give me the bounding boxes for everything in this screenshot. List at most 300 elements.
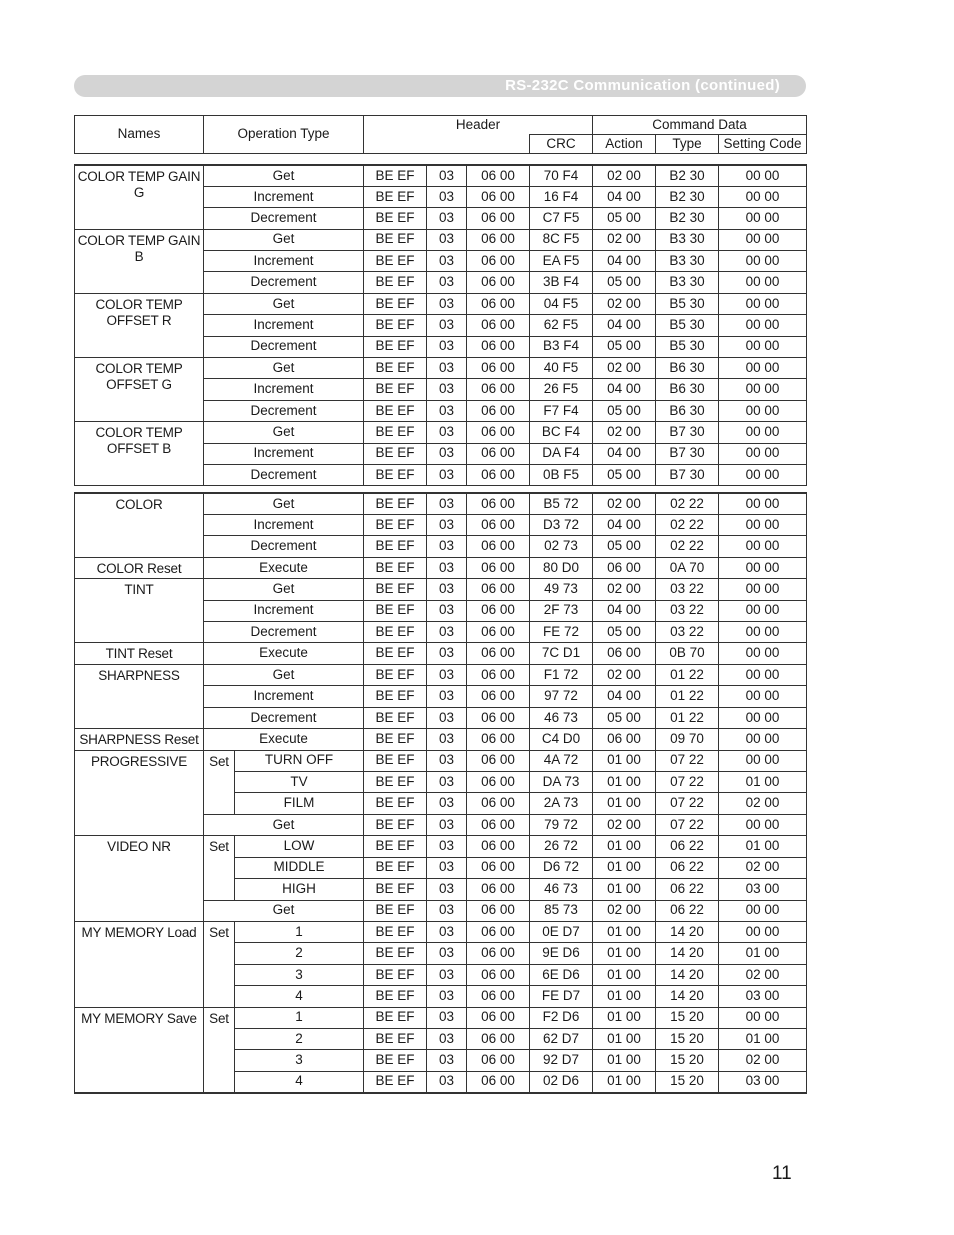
header-id-cell: 03 [427, 272, 467, 293]
table-row [75, 493, 807, 514]
header-id-cell: 03 [427, 293, 467, 314]
row-name-cell: COLOR TEMP OFFSET B [75, 422, 204, 486]
table-row [75, 422, 807, 443]
header-byte-cell: BE EF [364, 622, 427, 643]
type-cell: 03 22 [656, 622, 719, 643]
row-name-cell: SHARPNESS [75, 664, 204, 728]
setting-code-cell: 03 00 [719, 1071, 807, 1092]
action-cell: 01 00 [593, 793, 656, 814]
crc-cell: 7C D1 [530, 643, 593, 664]
header-id-cell: 03 [427, 879, 467, 900]
header-id-cell: 03 [427, 750, 467, 771]
header-size-cell: 06 00 [467, 165, 530, 186]
header-byte-cell: BE EF [364, 186, 427, 207]
type-cell: B7 30 [656, 464, 719, 485]
type-cell: 09 70 [656, 729, 719, 750]
header-size-cell: 06 00 [467, 186, 530, 207]
header-size-cell: 06 00 [467, 964, 530, 985]
crc-cell: 6E D6 [530, 964, 593, 985]
header-id-cell: 03 [427, 336, 467, 357]
type-cell: 07 22 [656, 793, 719, 814]
header-id-cell: 03 [427, 251, 467, 272]
header-byte-cell: BE EF [364, 686, 427, 707]
type-cell: 14 20 [656, 943, 719, 964]
header-id-cell: 03 [427, 707, 467, 728]
action-cell: 04 00 [593, 186, 656, 207]
type-cell: 01 22 [656, 664, 719, 685]
type-cell: 07 22 [656, 771, 719, 792]
operation-cell: TV [235, 771, 364, 792]
header-id-cell: 03 [427, 600, 467, 621]
table-row [75, 729, 807, 750]
type-cell: 06 22 [656, 857, 719, 878]
action-cell: 01 00 [593, 836, 656, 857]
header-id-cell: 03 [427, 557, 467, 578]
operation-cell: Get [204, 900, 364, 921]
operation-cell: 1 [235, 1007, 364, 1028]
type-cell: 06 22 [656, 879, 719, 900]
header-size-cell: 06 00 [467, 707, 530, 728]
setting-code-header: Setting Code [719, 135, 807, 154]
header-spacer [364, 135, 530, 154]
setting-code-cell: 00 00 [719, 400, 807, 421]
header-size-cell: 06 00 [467, 686, 530, 707]
header-byte-cell: BE EF [364, 514, 427, 535]
setting-code-cell: 00 00 [719, 272, 807, 293]
header-byte-cell: BE EF [364, 900, 427, 921]
crc-cell: F1 72 [530, 664, 593, 685]
type-cell: 02 22 [656, 536, 719, 557]
header-id-cell: 03 [427, 643, 467, 664]
header-size-cell: 06 00 [467, 1007, 530, 1028]
setting-code-cell: 00 00 [719, 921, 807, 942]
header-size-cell: 06 00 [467, 921, 530, 942]
header-id-cell: 03 [427, 900, 467, 921]
header-size-cell: 06 00 [467, 336, 530, 357]
action-cell: 04 00 [593, 379, 656, 400]
type-cell: B7 30 [656, 422, 719, 443]
action-cell: 02 00 [593, 422, 656, 443]
type-cell: B5 30 [656, 315, 719, 336]
action-cell: 04 00 [593, 686, 656, 707]
operation-cell: Increment [204, 186, 364, 207]
header-id-cell: 03 [427, 208, 467, 229]
header-byte-cell: BE EF [364, 536, 427, 557]
type-cell: 0B 70 [656, 643, 719, 664]
setting-code-cell: 00 00 [719, 493, 807, 514]
header-size-cell: 06 00 [467, 622, 530, 643]
header-byte-cell: BE EF [364, 251, 427, 272]
header-size-cell: 06 00 [467, 557, 530, 578]
header-byte-cell: BE EF [364, 1050, 427, 1071]
operation-cell: Decrement [204, 336, 364, 357]
type-cell: B5 30 [656, 293, 719, 314]
setting-code-cell: 00 00 [719, 622, 807, 643]
table-row [75, 1007, 807, 1028]
header-size-cell: 06 00 [467, 514, 530, 535]
header-id-cell: 03 [427, 664, 467, 685]
setting-code-cell: 00 00 [719, 336, 807, 357]
action-cell: 02 00 [593, 229, 656, 250]
action-cell: 02 00 [593, 493, 656, 514]
crc-cell: 04 F5 [530, 293, 593, 314]
operation-cell: Increment [204, 514, 364, 535]
crc-cell: 62 F5 [530, 315, 593, 336]
operation-cell: TURN OFF [235, 750, 364, 771]
header-size-cell: 06 00 [467, 379, 530, 400]
action-cell: 02 00 [593, 814, 656, 835]
crc-cell: 9E D6 [530, 943, 593, 964]
operation-cell: Increment [204, 251, 364, 272]
action-cell: 05 00 [593, 536, 656, 557]
type-cell: 01 22 [656, 686, 719, 707]
crc-cell: 40 F5 [530, 358, 593, 379]
crc-cell: 4A 72 [530, 750, 593, 771]
header-size-cell: 06 00 [467, 643, 530, 664]
header-id-cell: 03 [427, 493, 467, 514]
action-cell: 01 00 [593, 986, 656, 1007]
setting-code-cell: 02 00 [719, 857, 807, 878]
setting-code-cell: 01 00 [719, 771, 807, 792]
operation-cell: Get [204, 422, 364, 443]
setting-code-cell: 00 00 [719, 514, 807, 535]
section-banner [74, 75, 806, 97]
crc-cell: F2 D6 [530, 1007, 593, 1028]
set-cell: Set [204, 750, 235, 814]
action-cell: 01 00 [593, 750, 656, 771]
action-cell: 04 00 [593, 600, 656, 621]
header-byte-cell: BE EF [364, 643, 427, 664]
action-cell: 01 00 [593, 1007, 656, 1028]
action-cell: 02 00 [593, 358, 656, 379]
setting-code-cell: 00 00 [719, 557, 807, 578]
type-cell: B3 30 [656, 251, 719, 272]
header-byte-cell: BE EF [364, 707, 427, 728]
table-row [75, 579, 807, 600]
type-cell: 15 20 [656, 1029, 719, 1050]
action-cell: 05 00 [593, 464, 656, 485]
type-cell: B6 30 [656, 358, 719, 379]
type-cell: 02 22 [656, 493, 719, 514]
type-cell: 06 22 [656, 836, 719, 857]
operation-cell: Decrement [204, 536, 364, 557]
type-cell: 03 22 [656, 600, 719, 621]
action-cell: 01 00 [593, 879, 656, 900]
action-cell: 05 00 [593, 622, 656, 643]
type-cell: B7 30 [656, 443, 719, 464]
header-byte-cell: BE EF [364, 986, 427, 1007]
setting-code-cell: 00 00 [719, 686, 807, 707]
setting-code-cell: 01 00 [719, 1029, 807, 1050]
header-size-cell: 06 00 [467, 443, 530, 464]
action-cell: 01 00 [593, 771, 656, 792]
header-id-cell: 03 [427, 315, 467, 336]
header-size-cell: 06 00 [467, 208, 530, 229]
action-cell: 05 00 [593, 707, 656, 728]
table-row [75, 664, 807, 685]
crc-cell: 0E D7 [530, 921, 593, 942]
crc-cell: D3 72 [530, 514, 593, 535]
header-byte-cell: BE EF [364, 857, 427, 878]
operation-cell: Get [204, 293, 364, 314]
crc-cell: EA F5 [530, 251, 593, 272]
header-byte-cell: BE EF [364, 1007, 427, 1028]
setting-code-cell: 00 00 [719, 1007, 807, 1028]
row-name-cell: COLOR TEMP GAIN B [75, 229, 204, 293]
row-name-cell: TINT [75, 579, 204, 643]
crc-cell: 79 72 [530, 814, 593, 835]
operation-cell: Execute [204, 643, 364, 664]
header-size-cell: 06 00 [467, 900, 530, 921]
setting-code-cell: 00 00 [719, 729, 807, 750]
crc-cell: 02 73 [530, 536, 593, 557]
crc-cell: B5 72 [530, 493, 593, 514]
operation-cell: Decrement [204, 272, 364, 293]
setting-code-cell: 00 00 [719, 379, 807, 400]
header-id-cell: 03 [427, 514, 467, 535]
header-id-cell: 03 [427, 536, 467, 557]
action-cell: 04 00 [593, 251, 656, 272]
setting-code-cell: 00 00 [719, 900, 807, 921]
operation-cell: Get [204, 579, 364, 600]
header-id-cell: 03 [427, 579, 467, 600]
crc-cell: F7 F4 [530, 400, 593, 421]
row-name-cell: MY MEMORY Load [75, 921, 204, 1007]
header-id-cell: 03 [427, 793, 467, 814]
header-size-cell: 06 00 [467, 1050, 530, 1071]
type-cell: 03 22 [656, 579, 719, 600]
header-size-cell: 06 00 [467, 1029, 530, 1050]
operation-cell: 1 [235, 921, 364, 942]
operation-cell: 4 [235, 986, 364, 1007]
setting-code-cell: 00 00 [719, 750, 807, 771]
operation-cell: Get [204, 664, 364, 685]
header-id-cell: 03 [427, 422, 467, 443]
section-title: RS-232C Communication (continued) [505, 77, 780, 94]
table-row [75, 750, 807, 771]
setting-code-cell: 00 00 [719, 251, 807, 272]
header-byte-cell: BE EF [364, 729, 427, 750]
action-cell: 02 00 [593, 165, 656, 186]
header-byte-cell: BE EF [364, 600, 427, 621]
action-cell: 06 00 [593, 643, 656, 664]
action-cell: 01 00 [593, 1071, 656, 1092]
setting-code-cell: 01 00 [719, 943, 807, 964]
action-cell: 06 00 [593, 729, 656, 750]
operation-cell: HIGH [235, 879, 364, 900]
operation-cell: 2 [235, 1029, 364, 1050]
header-id-cell: 03 [427, 1050, 467, 1071]
header-size-cell: 06 00 [467, 793, 530, 814]
type-cell: 02 22 [656, 514, 719, 535]
header-size-cell: 06 00 [467, 400, 530, 421]
setting-code-cell: 00 00 [719, 229, 807, 250]
header-id-cell: 03 [427, 771, 467, 792]
setting-code-cell: 00 00 [719, 643, 807, 664]
header-id-cell: 03 [427, 964, 467, 985]
type-cell: B6 30 [656, 400, 719, 421]
crc-cell: 80 D0 [530, 557, 593, 578]
operation-cell: MIDDLE [235, 857, 364, 878]
crc-cell: DA F4 [530, 443, 593, 464]
header-byte-cell: BE EF [364, 464, 427, 485]
type-cell: 14 20 [656, 964, 719, 985]
setting-code-cell: 02 00 [719, 793, 807, 814]
setting-code-cell: 02 00 [719, 964, 807, 985]
setting-code-cell: 00 00 [719, 464, 807, 485]
header-id-cell: 03 [427, 229, 467, 250]
action-cell: 01 00 [593, 1029, 656, 1050]
row-name-cell: COLOR Reset [75, 557, 204, 578]
header-id-cell: 03 [427, 186, 467, 207]
header-byte-cell: BE EF [364, 493, 427, 514]
header-byte-cell: BE EF [364, 793, 427, 814]
setting-code-cell: 02 00 [719, 1050, 807, 1071]
table-row [75, 229, 807, 250]
operation-cell: Get [204, 493, 364, 514]
header-byte-cell: BE EF [364, 964, 427, 985]
header-byte-cell: BE EF [364, 750, 427, 771]
header-byte-cell: BE EF [364, 943, 427, 964]
row-name-cell: COLOR TEMP GAIN G [75, 165, 204, 229]
crc-cell: D6 72 [530, 857, 593, 878]
setting-code-cell: 03 00 [719, 986, 807, 1007]
type-cell: 07 22 [656, 814, 719, 835]
header-byte-cell: BE EF [364, 879, 427, 900]
row-name-cell: COLOR TEMP OFFSET R [75, 293, 204, 357]
row-name-cell: SHARPNESS Reset [75, 729, 204, 750]
crc-cell: 97 72 [530, 686, 593, 707]
crc-cell: 26 F5 [530, 379, 593, 400]
type-cell: 15 20 [656, 1071, 719, 1092]
crc-cell: 02 D6 [530, 1071, 593, 1092]
action-cell: 04 00 [593, 443, 656, 464]
action-cell: 01 00 [593, 943, 656, 964]
action-cell: 02 00 [593, 579, 656, 600]
header-id-cell: 03 [427, 729, 467, 750]
header-byte-cell: BE EF [364, 1029, 427, 1050]
header-byte-cell: BE EF [364, 229, 427, 250]
operation-cell: Decrement [204, 208, 364, 229]
header-size-cell: 06 00 [467, 1071, 530, 1092]
action-cell: 01 00 [593, 857, 656, 878]
crc-cell: 8C F5 [530, 229, 593, 250]
crc-cell: 62 D7 [530, 1029, 593, 1050]
type-cell: B5 30 [656, 336, 719, 357]
header-size-cell: 06 00 [467, 750, 530, 771]
command-data-header: Command Data [593, 116, 807, 135]
setting-code-cell: 03 00 [719, 879, 807, 900]
action-cell: 01 00 [593, 964, 656, 985]
header-size-cell: 06 00 [467, 229, 530, 250]
type-cell: B2 30 [656, 208, 719, 229]
setting-code-cell: 00 00 [719, 600, 807, 621]
operation-cell: Execute [204, 729, 364, 750]
row-name-cell: VIDEO NR [75, 836, 204, 922]
operation-cell: Decrement [204, 707, 364, 728]
row-name-cell: TINT Reset [75, 643, 204, 664]
header-byte-cell: BE EF [364, 422, 427, 443]
header-id-cell: 03 [427, 622, 467, 643]
names-header: Names [75, 116, 204, 154]
crc-cell: 0B F5 [530, 464, 593, 485]
table-row [75, 643, 807, 664]
crc-cell: 46 73 [530, 879, 593, 900]
type-cell: B2 30 [656, 165, 719, 186]
header-size-cell: 06 00 [467, 251, 530, 272]
header-size-cell: 06 00 [467, 879, 530, 900]
type-header: Type [656, 135, 719, 154]
header-id-cell: 03 [427, 921, 467, 942]
action-cell: 02 00 [593, 664, 656, 685]
column-header-table [74, 115, 807, 154]
header-id-cell: 03 [427, 836, 467, 857]
type-cell: 14 20 [656, 986, 719, 1007]
type-cell: 15 20 [656, 1050, 719, 1071]
header-id-cell: 03 [427, 814, 467, 835]
setting-code-cell: 00 00 [719, 443, 807, 464]
setting-code-cell: 00 00 [719, 186, 807, 207]
action-cell: 02 00 [593, 293, 656, 314]
operation-cell: Decrement [204, 622, 364, 643]
setting-code-cell: 00 00 [719, 579, 807, 600]
setting-code-cell: 00 00 [719, 165, 807, 186]
set-cell: Set [204, 836, 235, 900]
header-id-cell: 03 [427, 1071, 467, 1092]
header-size-cell: 06 00 [467, 814, 530, 835]
crc-cell: FE D7 [530, 986, 593, 1007]
table-row [75, 836, 807, 857]
header-byte-cell: BE EF [364, 336, 427, 357]
crc-cell: 46 73 [530, 707, 593, 728]
operation-cell: 3 [235, 1050, 364, 1071]
header-id-cell: 03 [427, 943, 467, 964]
crc-header: CRC [530, 135, 593, 154]
table-row [75, 165, 807, 186]
type-cell: 06 22 [656, 900, 719, 921]
crc-cell: DA 73 [530, 771, 593, 792]
header-byte-cell: BE EF [364, 579, 427, 600]
action-cell: 04 00 [593, 315, 656, 336]
type-cell: 01 22 [656, 707, 719, 728]
crc-cell: 2F 73 [530, 600, 593, 621]
setting-code-cell: 01 00 [719, 836, 807, 857]
header-byte-cell: BE EF [364, 379, 427, 400]
header-byte-cell: BE EF [364, 293, 427, 314]
action-cell: 05 00 [593, 400, 656, 421]
crc-cell: 16 F4 [530, 186, 593, 207]
header-size-cell: 06 00 [467, 293, 530, 314]
header-byte-cell: BE EF [364, 1071, 427, 1092]
header-size-cell: 06 00 [467, 579, 530, 600]
header-id-cell: 03 [427, 358, 467, 379]
header-size-cell: 06 00 [467, 600, 530, 621]
operation-cell: Get [204, 229, 364, 250]
operation-cell: Get [204, 358, 364, 379]
setting-code-cell: 00 00 [719, 208, 807, 229]
header-size-cell: 06 00 [467, 493, 530, 514]
setting-code-cell: 00 00 [719, 814, 807, 835]
header-size-cell: 06 00 [467, 836, 530, 857]
operation-cell: Increment [204, 686, 364, 707]
crc-cell: 70 F4 [530, 165, 593, 186]
header-byte-cell: BE EF [364, 814, 427, 835]
header-size-cell: 06 00 [467, 536, 530, 557]
action-cell: 05 00 [593, 208, 656, 229]
header-header: Header [364, 116, 593, 135]
type-cell: 14 20 [656, 921, 719, 942]
header-id-cell: 03 [427, 379, 467, 400]
